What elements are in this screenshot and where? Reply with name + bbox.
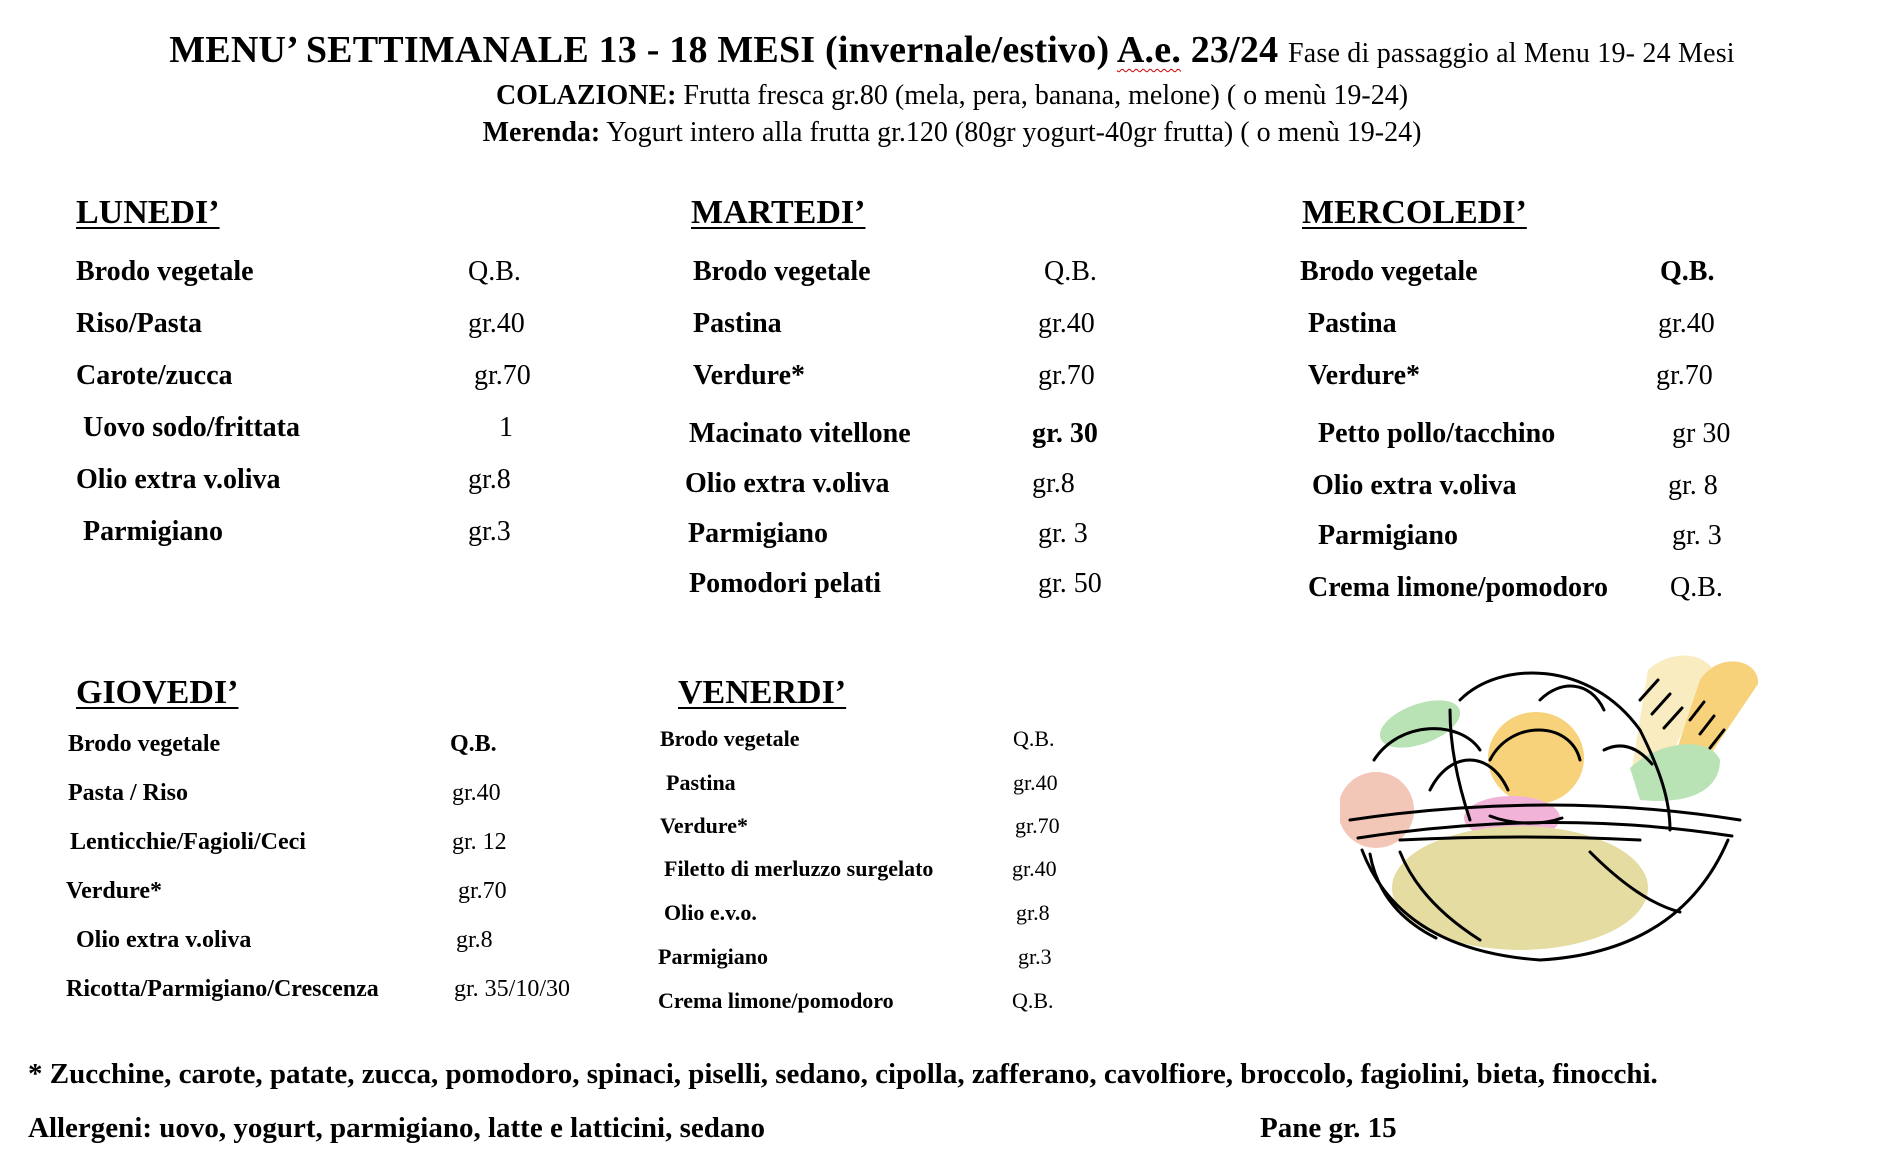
menu-item-name: Olio extra v.oliva — [685, 468, 890, 499]
day-title-venerdi: VENERDI’ — [678, 674, 847, 711]
day-title-lunedi: LUNEDI’ — [76, 194, 220, 231]
menu-item-qty: gr.40 — [452, 780, 501, 806]
menu-item-qty: gr. 35/10/30 — [454, 976, 571, 1002]
menu-item-name: Verdure* — [693, 360, 805, 391]
menu-item-name: Pasta / Riso — [68, 780, 188, 806]
merenda-line — [0, 117, 1904, 149]
menu-item-qty: Q.B. — [1670, 572, 1723, 603]
menu-item-name: Brodo vegetale — [76, 256, 254, 287]
menu-item-qty: gr. 12 — [452, 829, 507, 855]
menu-item-name: Pomodori pelati — [689, 568, 882, 599]
allergeni-text: Allergeni: uovo, yogurt, parmigiano, latte e latticini, sedano — [28, 1112, 766, 1144]
menu-item-qty: gr.70 — [458, 878, 507, 904]
menu-item-qty: gr. 30 — [1032, 418, 1098, 449]
menu-item-name: Uovo sodo/frittata — [83, 412, 300, 443]
menu-item-qty: Q.B. — [1044, 256, 1097, 287]
menu-item-name: Brodo vegetale — [660, 726, 800, 751]
menu-item-name: Pastina — [693, 308, 782, 339]
menu-item-qty: 1 — [499, 412, 513, 443]
menu-item-qty: gr. 50 — [1038, 568, 1102, 599]
menu-item-qty: gr.70 — [1038, 360, 1095, 391]
menu-item-qty: Q.B. — [1013, 726, 1055, 751]
day-title-giovedi: GIOVEDI’ — [76, 674, 239, 711]
menu-item-name: Verdure* — [1308, 360, 1420, 391]
menu-item-qty: gr. 3 — [1038, 518, 1088, 549]
menu-item-qty: gr.40 — [1658, 308, 1715, 339]
menu-item-qty: gr.40 — [1038, 308, 1095, 339]
menu-item-qty: gr.40 — [1012, 856, 1057, 881]
menu-item-qty: gr.8 — [1016, 900, 1050, 925]
menu-item-qty: gr.40 — [468, 308, 525, 339]
menu-item-name: Olio extra v.oliva — [1312, 470, 1517, 501]
menu-item-name: Ricotta/Parmigiano/Crescenza — [66, 976, 379, 1002]
page-title — [0, 28, 1904, 72]
pane-text: Pane gr. 15 — [1260, 1112, 1397, 1144]
menu-item-qty: gr.3 — [1018, 944, 1052, 969]
menu-item-qty: gr.8 — [1032, 468, 1075, 499]
menu-item-qty: gr.3 — [468, 516, 511, 547]
menu-item-qty: gr.70 — [1015, 813, 1060, 838]
menu-item-name: Crema limone/pomodoro — [1308, 572, 1608, 603]
menu-item-name: Olio e.v.o. — [664, 900, 757, 925]
day-title-martedi: MARTEDI’ — [691, 194, 866, 231]
menu-item-name: Olio extra v.oliva — [76, 927, 252, 953]
title-main: MENU’ SETTIMANALE 13 - 18 MESI (invernale/estivo) — [169, 29, 1110, 71]
title-year: 23/24 — [1190, 29, 1279, 71]
colazione-label: COLAZIONE: — [495, 80, 677, 111]
menu-item-qty: gr.70 — [1656, 360, 1713, 391]
menu-item-qty: gr 30 — [1672, 418, 1731, 449]
menu-item-name: Carote/zucca — [76, 360, 233, 391]
verdure-note: * Zucchine, carote, patate, zucca, pomodoro, spinaci, piselli, sedano, cipolla, zafferano, cavolfiore, broccolo, fagiolini, bieta, finocchi. — [28, 1058, 1658, 1090]
title-ae: A.e. — [1116, 29, 1182, 71]
menu-item-name: Parmigiano — [83, 516, 223, 547]
menu-item-name: Olio extra v.oliva — [76, 464, 281, 495]
menu-item-name: Petto pollo/tacchino — [1318, 418, 1556, 449]
menu-item-qty: gr. 8 — [1668, 470, 1718, 501]
menu-item-qty: gr. 3 — [1672, 520, 1722, 551]
menu-item-name: Brodo vegetale — [1300, 256, 1478, 287]
menu-item-qty: Q.B. — [1660, 256, 1715, 287]
menu-item-qty: gr.8 — [456, 927, 493, 953]
merenda-text: Yogurt intero alla frutta gr.120 (80gr yogurt-40gr frutta) ( o menù 19-24) — [606, 117, 1422, 148]
menu-item-name: Macinato vitellone — [689, 418, 911, 449]
day-title-mercoledi: MERCOLEDI’ — [1302, 194, 1527, 231]
menu-item-name: Parmigiano — [658, 944, 768, 969]
menu-item-qty: Q.B. — [468, 256, 521, 287]
menu-item-name: Crema limone/pomodoro — [658, 988, 894, 1013]
fruit-basket-icon — [1340, 640, 1780, 970]
menu-item-name: Filetto di merluzzo surgelato — [664, 856, 934, 881]
menu-item-name: Parmigiano — [688, 518, 828, 549]
menu-item-qty: Q.B. — [1012, 988, 1054, 1013]
menu-item-qty: gr.70 — [474, 360, 531, 391]
colazione-text: Frutta fresca gr.80 (mela, pera, banana, melone) ( o menù 19-24) — [683, 80, 1409, 111]
menu-item-name: Pastina — [666, 770, 736, 795]
menu-item-name: Lenticchie/Fagioli/Ceci — [70, 829, 306, 855]
menu-item-qty: Q.B. — [450, 731, 497, 757]
menu-item-name: Brodo vegetale — [693, 256, 871, 287]
menu-item-name: Pastina — [1308, 308, 1397, 339]
menu-item-qty: gr.8 — [468, 464, 511, 495]
menu-item-qty: gr.40 — [1013, 770, 1058, 795]
menu-item-name: Parmigiano — [1318, 520, 1458, 551]
title-subtitle: Fase di passaggio al Menu 19- 24 Mesi — [1287, 38, 1735, 69]
menu-item-name: Brodo vegetale — [68, 731, 221, 757]
menu-item-name: Riso/Pasta — [76, 308, 202, 339]
menu-item-name: Verdure* — [66, 878, 162, 904]
colazione-line — [0, 80, 1904, 112]
merenda-label: Merenda: — [482, 117, 601, 148]
menu-item-name: Verdure* — [660, 813, 748, 838]
